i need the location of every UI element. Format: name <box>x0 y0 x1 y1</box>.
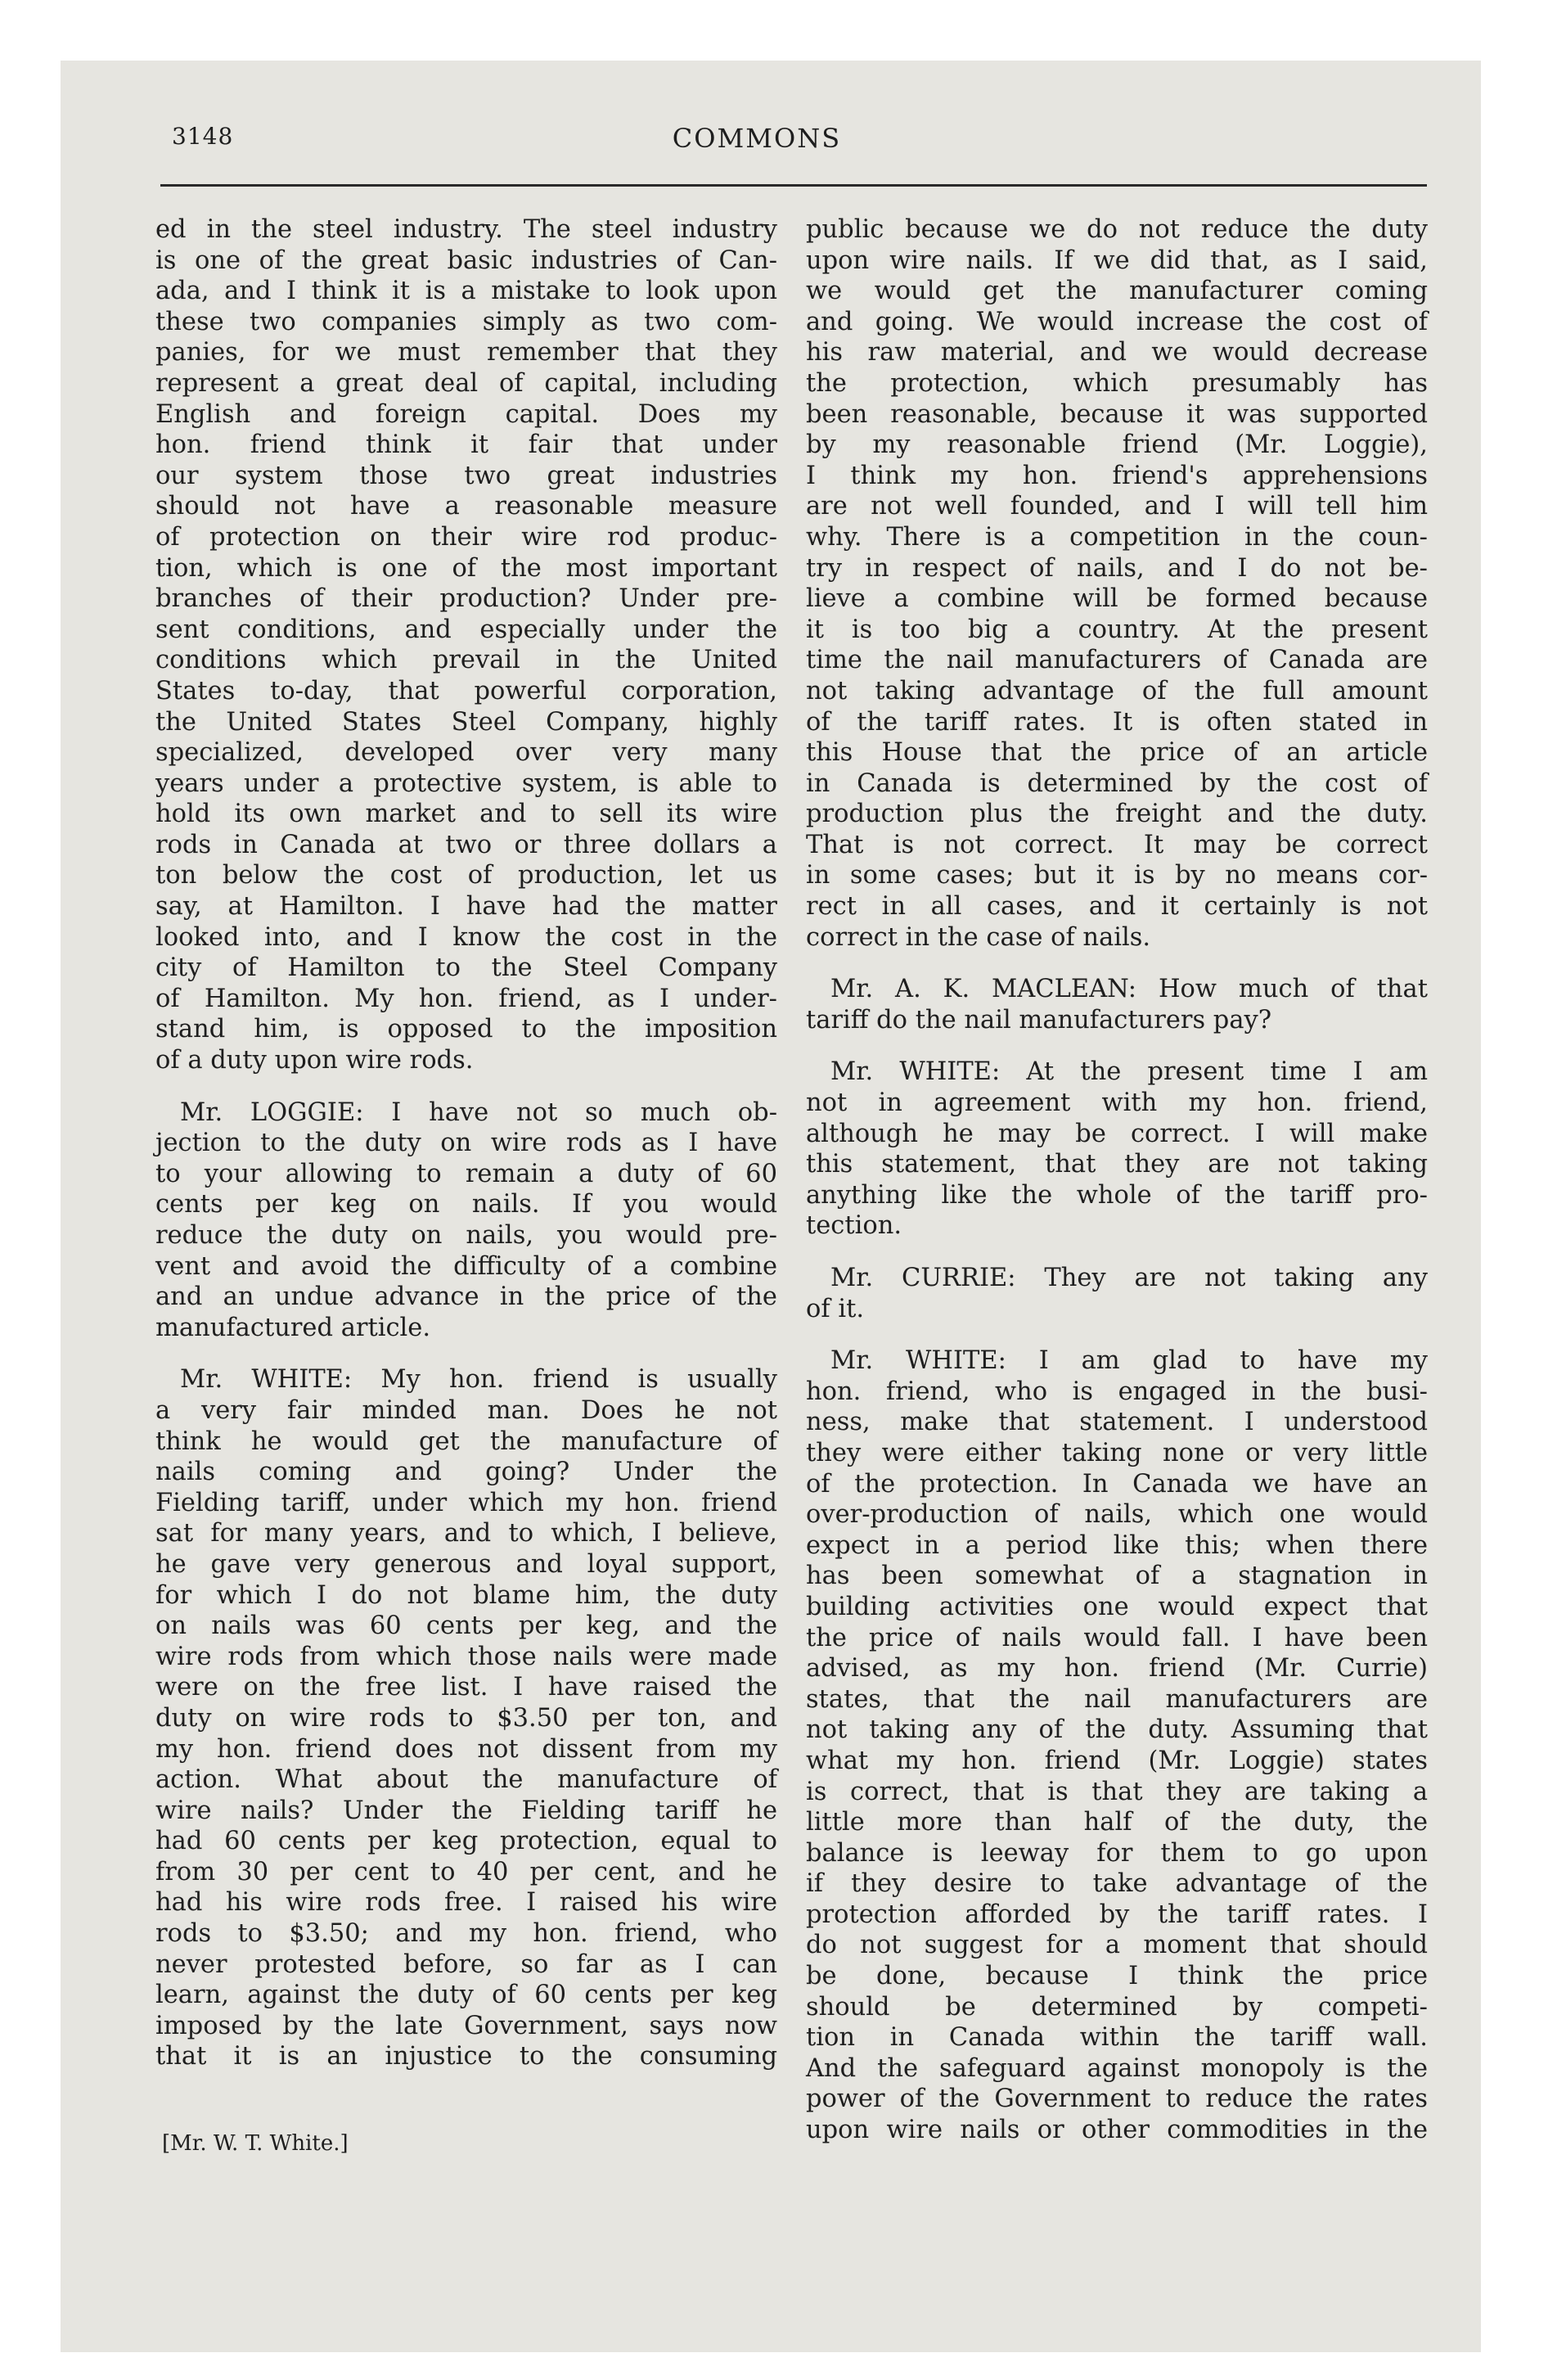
text-line: are not well founded, and I will tell him <box>806 492 1428 521</box>
text-line: building activities one would expect that <box>806 1592 1428 1621</box>
text-line: although he may be correct. I will make <box>806 1119 1428 1148</box>
text-line: protection afforded by the tariff rates. I <box>806 1900 1428 1929</box>
text-line: city of Hamilton to the Steel Company <box>155 953 777 983</box>
text-line: duty on wire rods to $3.50 per ton, and <box>155 1703 777 1733</box>
text-line: rect in all cases, and it certainly is not <box>806 892 1428 922</box>
text-line: rods in Canada at two or three dollars a <box>155 830 777 859</box>
text-line: anything like the whole of the tariff pro- <box>806 1180 1428 1210</box>
text-line: upon wire nails or other commodities in the <box>806 2116 1428 2145</box>
text-line: by my reasonable friend (Mr. Loggie), <box>806 430 1428 460</box>
text-line: not taking any of the duty. Assuming that <box>806 1715 1428 1745</box>
paragraph <box>155 1364 777 2072</box>
text-line: tection. <box>806 1211 902 1241</box>
text-line: I think my hon. friend's apprehensions <box>806 461 1428 490</box>
text-line: wire rods from which those nails were made <box>155 1642 777 1671</box>
text-line: for which I do not blame him, the duty <box>155 1580 777 1610</box>
text-line: ed in the steel industry. The steel industry <box>155 215 777 244</box>
text-line: should not have a reasonable measure <box>155 492 777 521</box>
text-line: had his wire rods free. I raised his wire <box>155 1888 777 1918</box>
text-line: that it is an injustice to the consuming <box>155 2042 777 2071</box>
text-line: in some cases; but it is by no means cor- <box>806 861 1428 890</box>
paragraph <box>806 214 1428 953</box>
text-line: do not suggest for a moment that should <box>806 1931 1428 1960</box>
text-line: Mr. LOGGIE: I have not so much ob- <box>180 1098 777 1127</box>
text-line: public because we do not reduce the duty <box>806 215 1428 244</box>
text-line: say, at Hamilton. I have had the matter <box>155 892 777 922</box>
text-line: branches of their production? Under pre- <box>155 584 777 614</box>
text-line: stand him, is opposed to the imposition <box>155 1015 777 1044</box>
paragraph <box>806 1346 1428 2145</box>
text-line: Mr. WHITE: At the present time I am <box>830 1057 1428 1087</box>
left-column <box>155 214 777 2094</box>
text-line: imposed by the late Government, says now <box>155 2011 777 2040</box>
text-line: is correct, that is that they are taking a <box>806 1777 1428 1806</box>
text-line: Fielding tariff, under which my hon. friend <box>155 1488 777 1517</box>
text-line: had 60 cents per keg protection, equal to <box>155 1827 777 1856</box>
text-line: hon. friend think it fair that under <box>155 430 777 460</box>
text-line: why. There is a competition in the coun- <box>806 522 1428 552</box>
text-line: lieve a combine will be formed because <box>806 584 1428 614</box>
text-line: balance is leeway for them to go upon <box>806 1838 1428 1868</box>
text-line: of Hamilton. My hon. friend, as I under- <box>155 984 777 1013</box>
text-line: his raw material, and we would decrease <box>806 338 1428 367</box>
text-line: upon wire nails. If we did that, as I said, <box>806 246 1428 275</box>
text-line: a very fair minded man. Does he not <box>155 1395 777 1425</box>
text-line: vent and avoid the difficulty of a combine <box>155 1251 777 1281</box>
text-line: ada, and I think it is a mistake to look upon <box>155 277 777 306</box>
text-line: power of the Government to reduce the rates <box>806 2085 1428 2114</box>
text-line: and going. We would increase the cost of <box>806 307 1428 336</box>
paragraph <box>806 974 1428 1035</box>
text-line: he gave very generous and loyal support, <box>155 1549 777 1579</box>
text-line: of it. <box>806 1294 865 1323</box>
text-line: Mr. WHITE: My hon. friend is usually <box>180 1365 777 1395</box>
text-line: Mr. CURRIE: They are not taking any <box>830 1264 1428 1292</box>
text-line: reduce the duty on nails, you would pre- <box>155 1221 777 1250</box>
speaker-attribution: [Mr. W. T. White.] <box>162 2131 349 2156</box>
text-line: these two companies simply as two com- <box>155 307 777 336</box>
text-line: correct in the case of nails. <box>806 922 1151 952</box>
text-line: were on the free list. I have raised the <box>155 1673 777 1702</box>
page-number: 3148 <box>172 123 234 150</box>
running-head: COMMONS <box>672 123 842 154</box>
text-line: English and foreign capital. Does my <box>155 399 777 429</box>
paragraph <box>806 1263 1428 1324</box>
text-line: sent conditions, and especially under the <box>155 615 777 644</box>
text-line: in Canada is determined by the cost of <box>806 769 1428 798</box>
text-line: the protection, which presumably has <box>806 368 1428 398</box>
text-line: not taking advantage of the full amount <box>806 676 1428 705</box>
paragraph <box>155 214 777 1076</box>
text-line: production plus the freight and the duty. <box>806 800 1428 829</box>
text-line: states, that the nail manufacturers are <box>806 1684 1428 1714</box>
text-line: manufactured article. <box>155 1313 431 1342</box>
text-line: to your allowing to remain a duty of 60 <box>155 1159 777 1188</box>
text-line: never protested before, so far as I can <box>155 1950 777 1979</box>
text-line: my hon. friend does not dissent from my <box>155 1734 777 1764</box>
text-line: ton below the cost of production, let us <box>155 861 777 890</box>
text-line: not in agreement with my hon. friend, <box>806 1089 1428 1118</box>
text-line: learn, against the duty of 60 cents per keg <box>155 1981 777 2010</box>
text-line: this House that the price of an article <box>806 738 1428 768</box>
text-line: tion in Canada within the tariff wall. <box>806 2023 1428 2053</box>
text-line: advised, as my hon. friend (Mr. Currie) <box>806 1654 1428 1684</box>
text-line: the price of nails would fall. I have been <box>806 1623 1428 1652</box>
text-line: expect in a period like this; when there <box>806 1530 1428 1560</box>
text-line: from 30 per cent to 40 per cent, and he <box>155 1857 777 1886</box>
paragraph <box>806 1057 1428 1242</box>
text-line: little more than half of the duty, the <box>806 1808 1428 1837</box>
text-line: tariff do the nail manufacturers pay? <box>806 1005 1272 1034</box>
header-rule <box>160 184 1427 187</box>
text-line: over-production of nails, which one would <box>806 1500 1428 1530</box>
text-line: jection to the duty on wire rods as I have <box>155 1129 777 1158</box>
text-line: And the safeguard against monopoly is the <box>806 2053 1428 2083</box>
text-line: represent a great deal of capital, including <box>155 368 777 398</box>
text-line: years under a protective system, is able to <box>155 769 777 798</box>
text-line: Mr. WHITE: I am glad to have my <box>830 1346 1428 1376</box>
text-line: of the tariff rates. It is often stated in <box>806 707 1428 737</box>
text-line: That is not correct. It may be correct <box>806 830 1428 859</box>
text-line: hon. friend, who is engaged in the busi- <box>806 1377 1428 1406</box>
text-line: specialized, developed over very many <box>155 738 777 768</box>
text-line: has been somewhat of a stagnation in <box>806 1562 1428 1591</box>
text-line: our system those two great industries <box>155 461 777 490</box>
text-line: been reasonable, because it was supported <box>806 399 1428 429</box>
text-line: should be determined by competi- <box>806 1992 1428 2022</box>
text-line: of a duty upon wire rods. <box>155 1046 474 1075</box>
text-line: cents per keg on nails. If you would <box>155 1190 777 1219</box>
right-column <box>806 214 1428 2167</box>
text-line: Mr. A. K. MACLEAN: How much of that <box>830 975 1428 1004</box>
text-line: States to-day, that powerful corporation, <box>155 676 777 705</box>
text-line: on nails was 60 cents per keg, and the <box>155 1611 777 1641</box>
text-line: looked into, and I know the cost in the <box>155 922 777 952</box>
text-line: hold its own market and to sell its wire <box>155 800 777 829</box>
page-header <box>106 123 1407 156</box>
text-line: conditions which prevail in the United <box>155 646 777 675</box>
text-line: sat for many years, and to which, I believe, <box>155 1519 777 1548</box>
text-line: rods to $3.50; and my hon. friend, who <box>155 1919 777 1949</box>
text-line: wire nails? Under the Fielding tariff he <box>155 1796 777 1825</box>
text-line: and an undue advance in the price of the <box>155 1282 777 1312</box>
text-line: they were either taking none or very little <box>806 1438 1428 1467</box>
text-line: it is too big a country. At the present <box>806 615 1428 644</box>
text-line: we would get the manufacturer coming <box>806 277 1428 306</box>
text-line: try in respect of nails, and I do not be- <box>806 553 1428 583</box>
text-line: tion, which is one of the most important <box>155 553 777 583</box>
text-line: the United States Steel Company, highly <box>155 707 777 737</box>
text-line: panies, for we must remember that they <box>155 338 777 367</box>
text-line: ness, make that statement. I understood <box>806 1408 1428 1437</box>
text-line: this statement, that they are not taking <box>806 1150 1428 1179</box>
text-line: time the nail manufacturers of Canada are <box>806 646 1428 675</box>
paragraph <box>155 1098 777 1344</box>
text-line: of protection on their wire rod produc- <box>155 522 777 552</box>
text-line: is one of the great basic industries of Can- <box>155 246 777 275</box>
text-line: think he would get the manufacture of <box>155 1427 777 1456</box>
text-line: of the protection. In Canada we have an <box>806 1469 1428 1499</box>
text-line: action. What about the manufacture of <box>155 1765 777 1795</box>
text-line: nails coming and going? Under the <box>155 1458 777 1487</box>
text-line: if they desire to take advantage of the <box>806 1869 1428 1899</box>
text-line: what my hon. friend (Mr. Loggie) states <box>806 1746 1428 1775</box>
text-line: be done, because I think the price <box>806 1962 1428 1991</box>
